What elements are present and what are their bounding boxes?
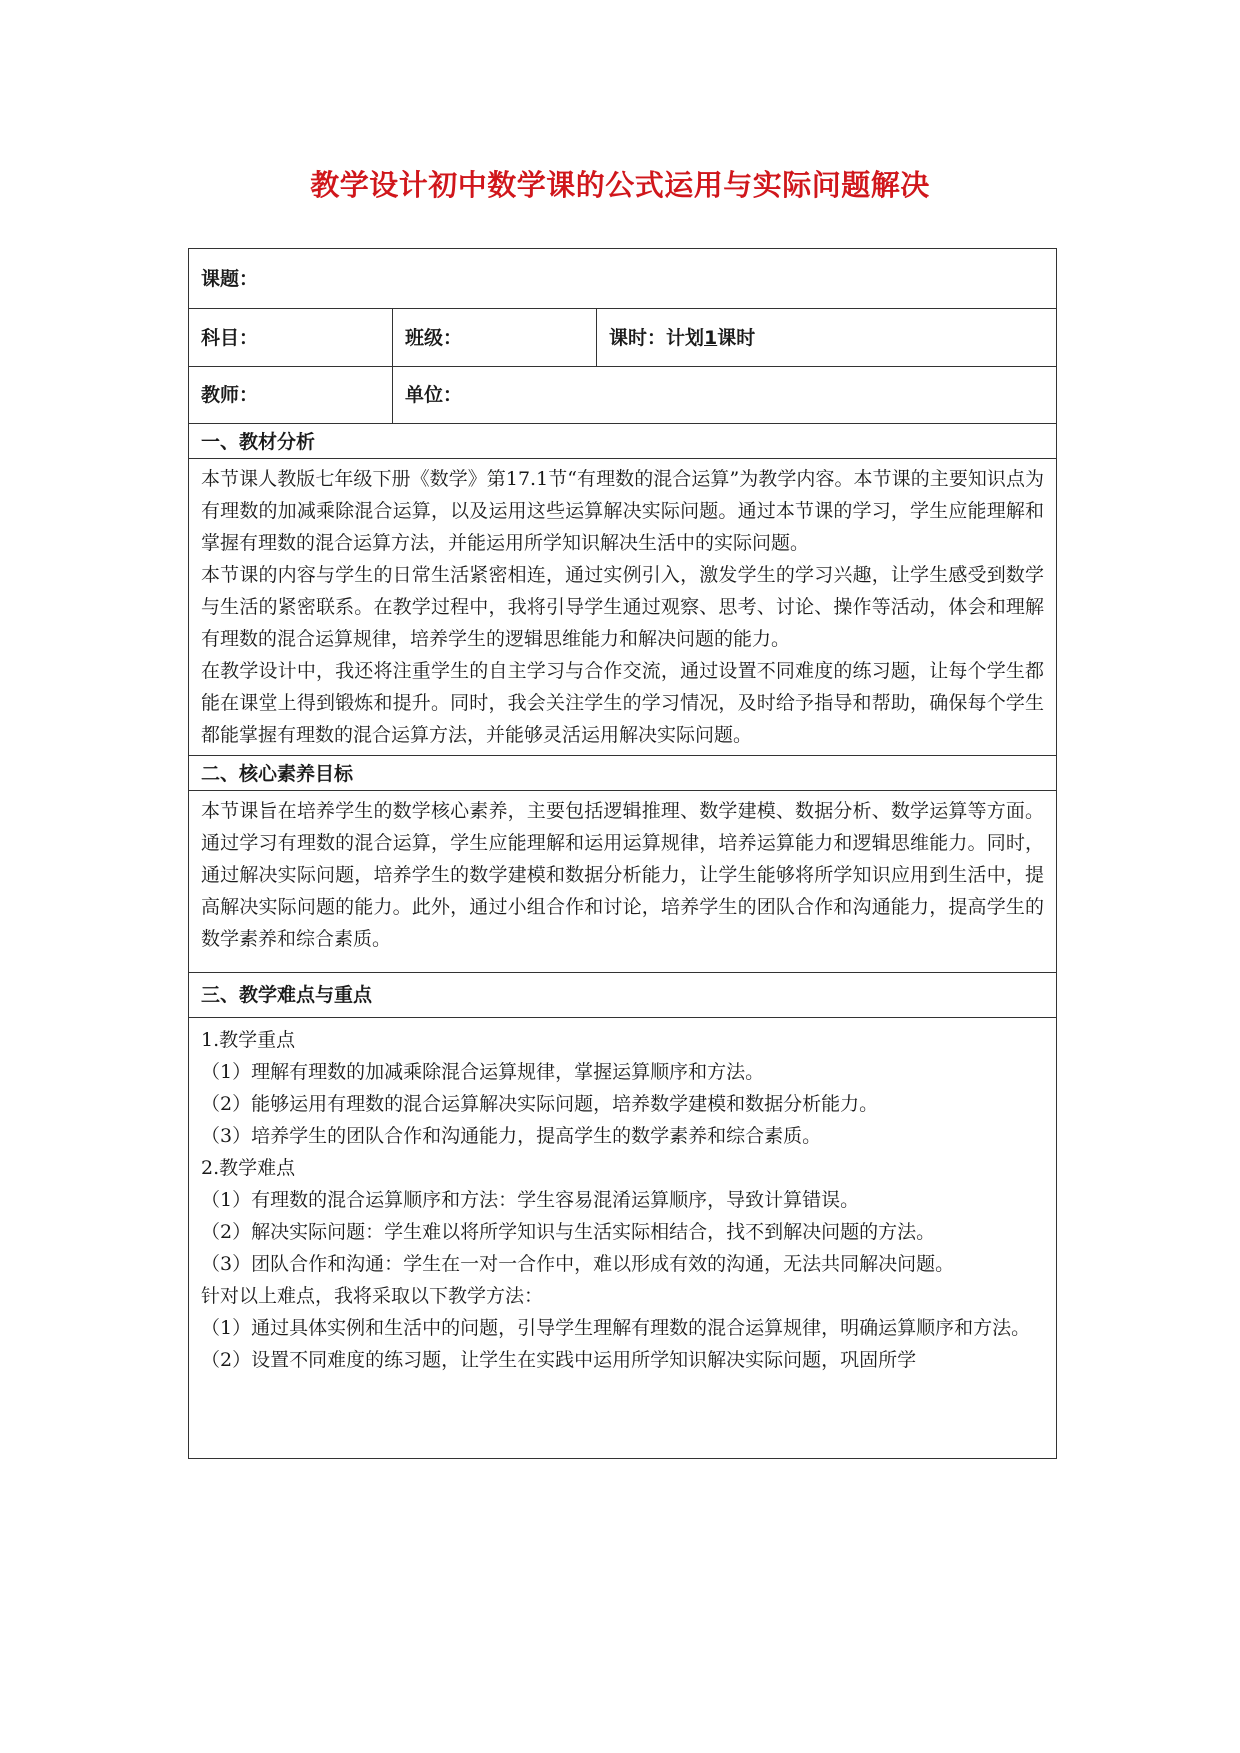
section3-line: 针对以上难点，我将采取以下教学方法： <box>201 1285 544 1307</box>
section1-heading: 一、教材分析 <box>189 424 1057 459</box>
section3-heading-row <box>189 973 1057 1018</box>
section1-paragraph: 本节课的内容与学生的日常生活紧密相连，通过实例引入，激发学生的学习兴趣，让学生感受到数学与生活的紧密联系。在教学过程中，我将引导学生通过观察、思考、讨论、操作等活动，体会和理解有理数的混合运算规律，培养学生的逻辑思维能力和解决问题的能力。 <box>201 564 1045 650</box>
lesson-plan-table <box>188 248 1057 1459</box>
section3-line: （1）通过具体实例和生活中的问题，引导学生理解有理数的混合运算规律，明确运算顺序和方法。 <box>201 1317 1031 1339</box>
section2-body <box>189 791 1057 973</box>
section1-paragraph: 本节课人教版七年级下册《数学》第17.1节“有理数的混合运算”为教学内容。本节课的主要知识点为有理数的加减乘除混合运算，以及运用这些运算解决实际问题。通过本节课的学习，学生应能理解和掌握有理数的混合运算方法，并能运用所学知识解决生活中的实际问题。 <box>201 468 1045 554</box>
subject-row <box>189 309 1057 367</box>
document-title: 教学设计初中数学课的公式运用与实际问题解决 <box>310 168 930 202</box>
section3-line: （2）解决实际问题：学生难以将所学知识与生活实际相结合，找不到解决问题的方法。 <box>201 1221 936 1243</box>
section2-heading: 二、核心素养目标 <box>189 756 1057 791</box>
section2-heading-row <box>189 756 1057 791</box>
section1-body <box>189 459 1057 756</box>
unit-label: 单位： <box>393 367 1057 424</box>
teacher-label: 教师： <box>189 367 393 424</box>
section1-body-row <box>189 459 1057 756</box>
topic-label: 课题： <box>189 249 1057 309</box>
section1-paragraph: 在教学设计中，我还将注重学生的自主学习与合作交流，通过设置不同难度的练习题，让每个学生都能在课堂上得到锻炼和提升。同时，我会关注学生的学习情况，及时给予指导和帮助，确保每个学生都能掌握有理数的混合运算方法，并能够灵活运用解决实际问题。 <box>201 660 1045 746</box>
subject-label: 科目： <box>189 309 393 367</box>
section3-line: 1.教学重点 <box>201 1029 296 1051</box>
section3-body <box>189 1018 1057 1459</box>
section3-line: （3）团队合作和沟通：学生在一对一合作中，难以形成有效的沟通，无法共同解决问题。 <box>201 1253 955 1275</box>
section3-line: 2.教学难点 <box>201 1157 296 1179</box>
period-cell <box>597 309 1057 367</box>
section2-paragraph: 本节课旨在培养学生的数学核心素养，主要包括逻辑推理、数学建模、数据分析、数学运算等方面。通过学习有理数的混合运算，学生应能理解和运用运算规律，培养运算能力和逻辑思维能力。同时，通过解决实际问题，培养学生的数学建模和数据分析能力，让学生能够将所学知识应用到生活中，提高解决实际问题的能力。此外，通过小组合作和讨论，培养学生的团队合作和沟通能力，提高学生的数学素养和综合素质。 <box>201 800 1045 950</box>
section3-content <box>201 1024 1044 1454</box>
section1-heading-row <box>189 424 1057 459</box>
section3-line: （2）能够运用有理数的混合运算解决实际问题，培养数学建模和数据分析能力。 <box>201 1093 879 1115</box>
teacher-row <box>189 367 1057 424</box>
class-label: 班级： <box>393 309 597 367</box>
section3-line: （1）有理数的混合运算顺序和方法：学生容易混淆运算顺序，导致计算错误。 <box>201 1189 860 1211</box>
section3-heading: 三、教学难点与重点 <box>189 973 1057 1018</box>
period-suffix: 课时 <box>717 326 756 349</box>
topic-row <box>189 249 1057 309</box>
period-value: 1 <box>704 326 718 349</box>
section2-body-row <box>189 791 1057 973</box>
period-prefix: 课时：计划 <box>609 326 705 349</box>
section3-body-row <box>189 1018 1057 1459</box>
section3-line: （3）培养学生的团队合作和沟通能力，提高学生的数学素养和综合素质。 <box>201 1125 822 1147</box>
section3-line: （2）设置不同难度的练习题，让学生在实践中运用所学知识解决实际问题，巩固所学 <box>201 1349 917 1371</box>
section3-line: （1）理解有理数的加减乘除混合运算规律，掌握运算顺序和方法。 <box>201 1061 765 1083</box>
